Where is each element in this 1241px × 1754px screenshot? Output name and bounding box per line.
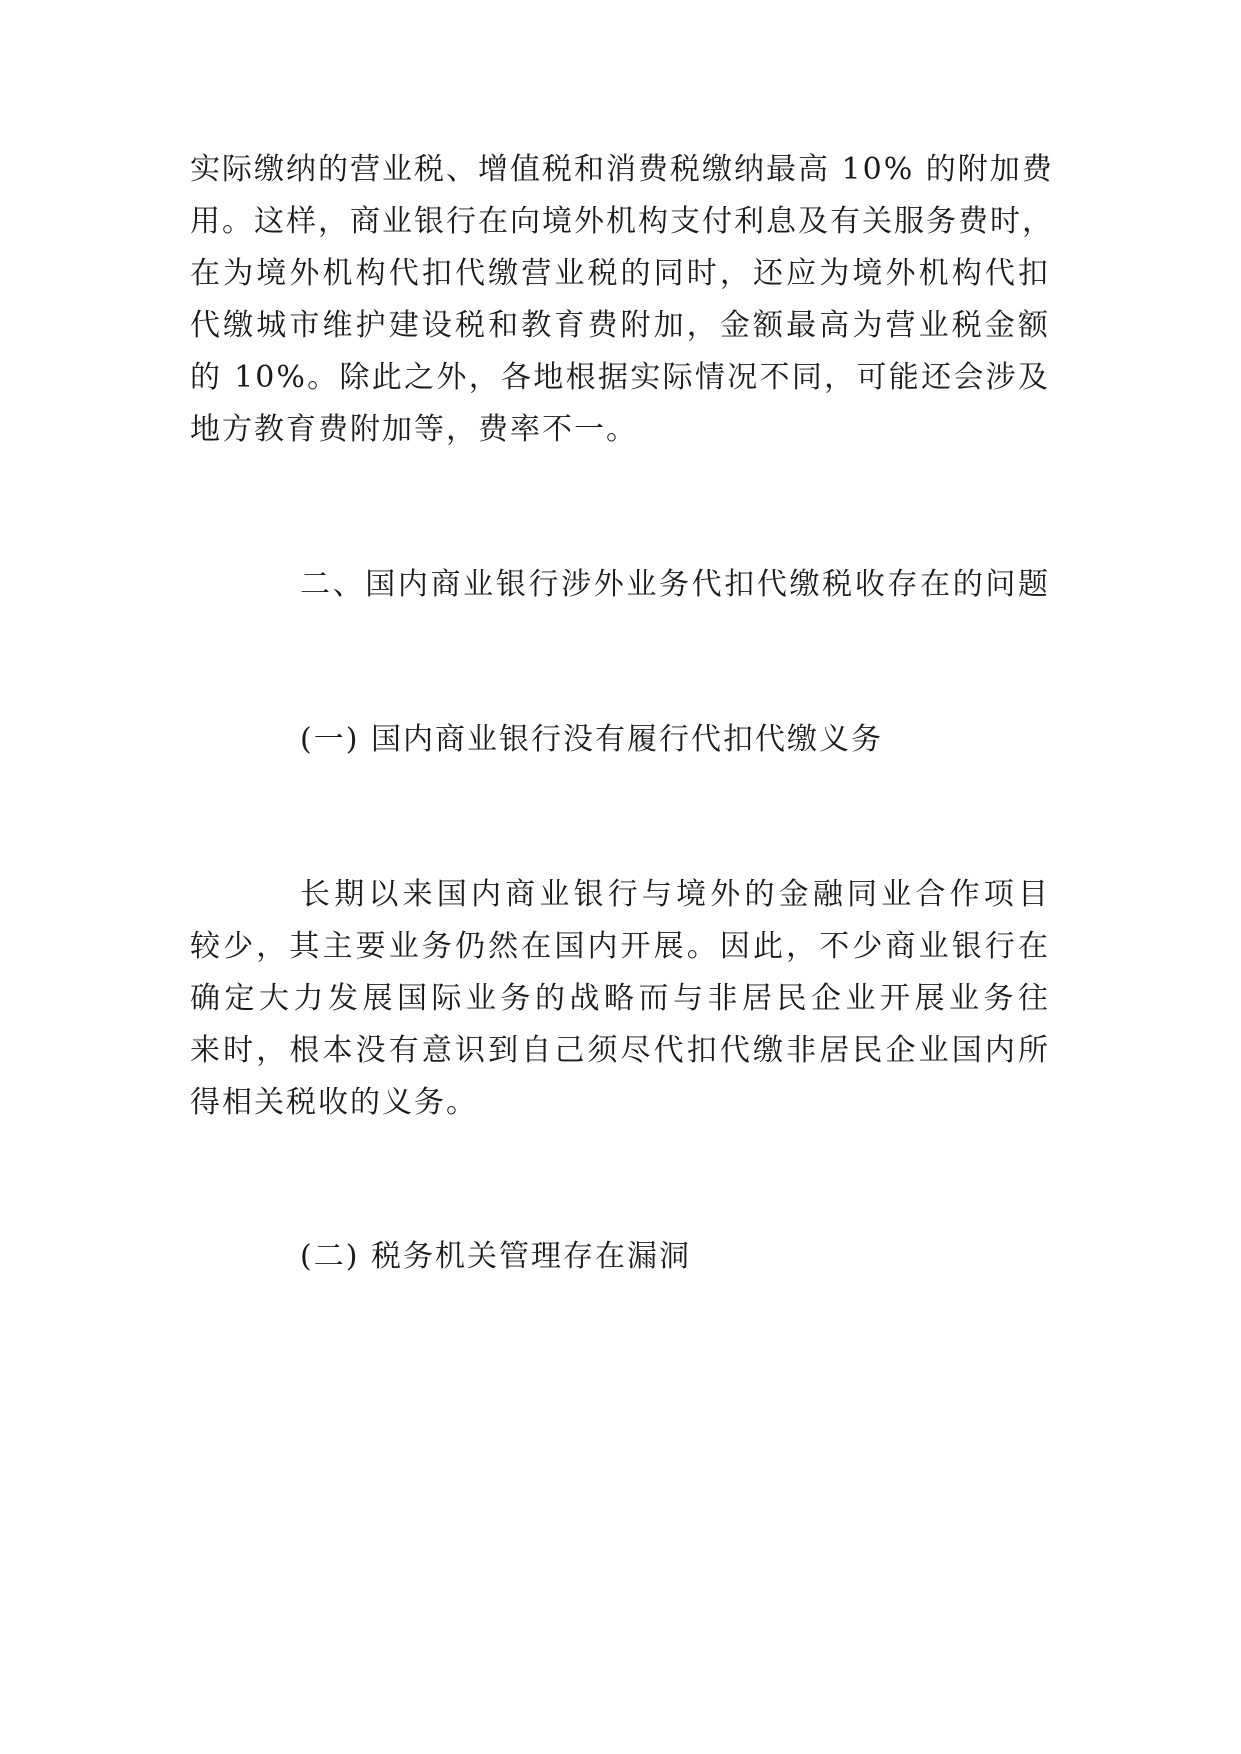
paragraph-line: 实际缴纳的营业税、增值税和消费税缴纳最高 10% 的附加费 [190,152,1054,187]
subsection-heading: (二) 税务机关管理存在漏洞 [300,1239,691,1274]
subsection-heading: (一) 国内商业银行没有履行代扣代缴义务 [300,722,883,757]
paragraph-line: 较少，其主要业务仍然在国内开展。因此，不少商业银行在 [190,929,1050,964]
paragraph-line: 代缴城市维护建设税和教育费附加，金额最高为营业税金额 [190,308,1050,343]
paragraph-line: 确定大力发展国际业务的战略而与非居民企业开展业务往 [190,981,1050,1016]
paragraph-line: 在为境外机构代扣代缴营业税的同时，还应为境外机构代扣 [190,256,1050,291]
paragraph-line: 用。这样，商业银行在向境外机构支付利息及有关服务费时， [190,204,1054,239]
paragraph-line: 的 10%。除此之外，各地根据实际情况不同，可能还会涉及 [190,360,1050,395]
paragraph-line: 来时，根本没有意识到自己须尽代扣代缴非居民企业国内所 [190,1033,1050,1068]
paragraph-line: 长期以来国内商业银行与境外的金融同业合作项目 [300,877,1050,912]
paragraph-line: 得相关税收的义务。 [190,1085,478,1120]
section-heading: 二、国内商业银行涉外业务代扣代缴税收存在的问题 [300,567,1050,602]
paragraph-line: 地方教育费附加等，费率不一。 [190,412,638,447]
